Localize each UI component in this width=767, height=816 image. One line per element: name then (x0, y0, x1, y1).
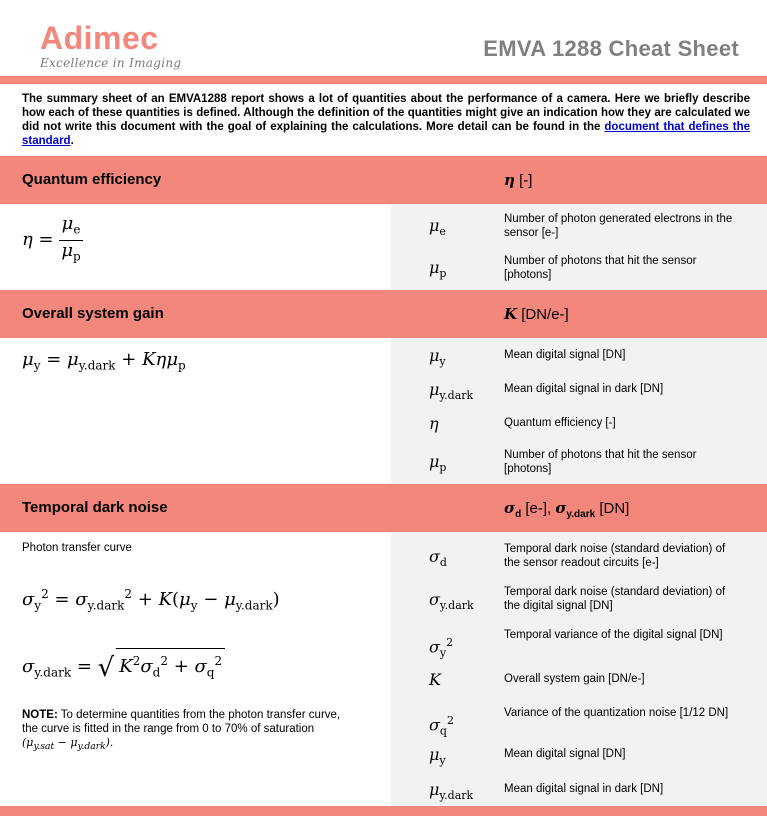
section-header-temporal-dark-noise (0, 484, 767, 532)
symbol-k: K (429, 670, 441, 689)
top-divider (0, 76, 767, 84)
variable-description: Mean digital signal in dark [DN] (504, 383, 664, 395)
variable-description: Overall system gain [DN/e-] (504, 673, 645, 685)
section-body-temporal-dark-noise (0, 532, 767, 806)
variable-description: Mean digital signal [DN] (504, 748, 626, 760)
section-unit: η [-] (504, 171, 533, 189)
variable-description: Temporal dark noise (standard deviation) of the sensor readout circuits [e-] (504, 543, 726, 569)
formula-system-gain: $\mu_y = \mu_{y.dark} + K\eta\mu_p$ (22, 349, 186, 373)
section-header-system-gain (0, 290, 767, 338)
symbol-mu-y-dark: $\mu_{y.dark}$ (429, 780, 474, 803)
symbol-mu-e: $\mu_e$ (429, 216, 446, 239)
intro-paragraph (22, 92, 750, 148)
formula-photon-transfer-curve: $\sigma_y^2 = \sigma_{y.dark}^2 + K(\mu_y - \mu_{y.dark})$ (22, 587, 280, 613)
section-unit: $\sigma_d$ [e-], $\sigma_{y.dark}$ [DN] (504, 499, 630, 520)
variable-description: Variance of the quantization noise [1/12 DN] (504, 707, 729, 719)
bottom-divider (0, 806, 767, 816)
section-title: Temporal dark noise (22, 499, 168, 516)
standard-document-link[interactable]: document that defines the standard (22, 121, 751, 147)
symbol-sigma-q-squared: $\sigma_q^2$ (429, 714, 454, 738)
symbol-mu-y: $\mu_y$ (429, 346, 446, 369)
variable-description: Number of photon generated electrons in the sensor [e-] (504, 213, 733, 239)
variable-description: Temporal dark noise (standard deviation) of the digital signal [DN] (504, 586, 726, 612)
intro-end: . (70, 135, 74, 147)
symbol-sigma-d: $\sigma_d$ (429, 547, 447, 570)
logo-tagline: Excellence in Imaging (40, 56, 182, 70)
fit-range-note: NOTE: To determine quantities from the photon transfer curve, the curve is fitted in the range from 0 to 70% of saturation $(\mu_{y.sat} - \mu_{y.dark})$. (22, 709, 341, 753)
symbol-mu-y-dark: $\mu_{y.dark}$ (429, 380, 474, 403)
variable-description: Mean digital signal [DN] (504, 349, 626, 361)
header (0, 0, 767, 76)
symbol-sigma-y-squared: $\sigma_y^2$ (429, 636, 454, 660)
variable-description: Number of photons that hit the sensor [photons] (504, 255, 697, 281)
section-title: Quantum efficiency (22, 171, 162, 188)
logo-word: Adimec (40, 20, 159, 56)
adimec-logo (40, 22, 181, 70)
symbol-eta: η (429, 414, 439, 433)
formula-quantum-efficiency: η = $\frac{\mu_e}{\mu_p}$ (22, 213, 81, 264)
symbol-mu-p: $\mu_p$ (429, 452, 447, 475)
document-title: EMVA 1288 Cheat Sheet (483, 36, 739, 61)
variable-description: Mean digital signal in dark [DN] (504, 783, 664, 795)
intro-text: The summary sheet of an EMVA1288 report shows a lot of quantities about the performance of a camera. Here we briefly describe how each of these quantities is defined. Although the definition of the quantities might give an indication how they are calculated we did not write this document with the goal of explaining the calculations. More detail can be found in the (22, 93, 750, 133)
symbol-mu-y: $\mu_y$ (429, 745, 446, 768)
formula-dark-noise: $\sigma_{y.dark}$ = √ $K^2\sigma_d^2 + \sigma_q^2$ (22, 648, 225, 683)
section-body-quantum-efficiency (0, 204, 767, 290)
section-header-quantum-efficiency (0, 156, 767, 204)
variable-description: Temporal variance of the digital signal [DN] (504, 629, 723, 641)
photon-transfer-curve-label: Photon transfer curve (22, 542, 132, 554)
variable-description: Quantum efficiency [-] (504, 417, 616, 429)
section-unit: K [DN/e-] (504, 305, 569, 323)
symbol-mu-p: $\mu_p$ (429, 258, 447, 281)
symbol-sigma-y-dark: $\sigma_{y.dark}$ (429, 590, 474, 613)
section-body-system-gain (0, 338, 767, 484)
section-title: Overall system gain (22, 305, 164, 322)
variable-description: Number of photons that hit the sensor [photons] (504, 449, 697, 475)
